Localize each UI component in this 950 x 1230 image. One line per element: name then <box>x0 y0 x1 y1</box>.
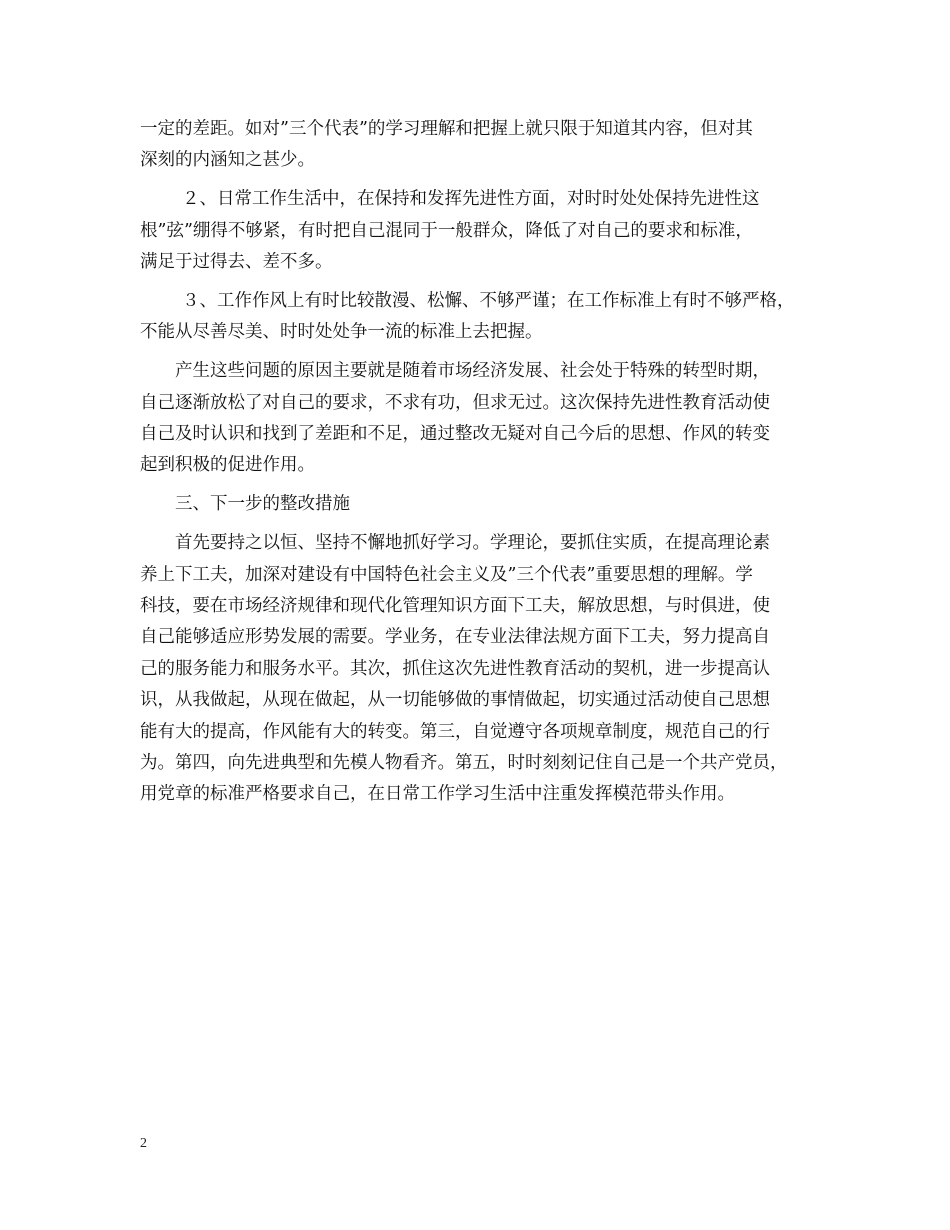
text-line: 产生这些问题的原因主要就是随着市场经济发展、社会处于特殊的转型时期， <box>175 361 770 382</box>
heading-line: 三、下一步的整改措施 <box>175 494 350 515</box>
paragraph-measures <box>140 528 812 811</box>
page-number: 2 <box>140 1136 147 1151</box>
paragraph-item-3 <box>140 286 812 349</box>
text-line: ２、日常工作生活中，在保持和发挥先进性方面，对时时处处保持先进性这 <box>182 189 760 210</box>
paragraph-item-2 <box>140 184 812 278</box>
text-line: 己的服务能力和服务水平。其次，抓住这次先进性教育活动的契机，进一步提高认 <box>140 658 770 679</box>
text-line: 满足于过得去、差不多。 <box>140 252 333 273</box>
text-line: ３、工作作风上有时比较散漫、松懈、不够严谨；在工作标准上有时不够严格， <box>182 290 795 311</box>
text-line: 养上下工夫，加深对建设有中国特色社会主义及”三个代表”重要思想的理解。学 <box>140 564 753 585</box>
text-line: 自己及时认识和找到了差距和不足，通过整改无疑对自己今后的思想、作风的转变 <box>140 424 770 445</box>
text-line: 不能从尽善尽美、时时处处争一流的标准上去把握。 <box>140 322 543 343</box>
paragraph-causes <box>140 356 812 482</box>
text-line: 识，从我做起，从现在做起，从一切能够做的事情做起，切实通过活动使自己思想 <box>140 690 770 711</box>
text-line: 一定的差距。如对”三个代表”的学习理解和把握上就只限于知道其内容，但对其 <box>140 119 753 139</box>
text-line: 首先要持之以恒、坚持不懈地抓好学习。学理论，要抓住实质，在提高理论素 <box>175 533 770 554</box>
text-line: 根”弦”绷得不够紧，有时把自己混同于一般群众，降低了对自己的要求和标准， <box>140 220 753 241</box>
text-line: 科技，要在市场经济规律和现代化管理知识方面下工夫，解放思想，与时俱进，使 <box>140 595 770 616</box>
paragraph-continuation <box>140 114 812 177</box>
text-line: 自己能够适应形势发展的需要。学业务，在专业法律法规方面下工夫，努力提高自 <box>140 627 770 648</box>
text-line: 能有大的提高，作风能有大的转变。第三，自觉遵守各项规章制度，规范自己的行 <box>140 721 770 742</box>
body-text <box>140 114 812 811</box>
text-line: 深刻的内涵知之甚少。 <box>140 150 315 171</box>
text-line: 自己逐渐放松了对自己的要求，不求有功，但求无过。这次保持先进性教育活动使 <box>140 392 770 413</box>
section-heading <box>140 489 812 520</box>
text-line: 用党章的标准严格要求自己，在日常工作学习生活中注重发挥模范带头作用。 <box>140 784 735 805</box>
text-line: 起到积极的促进作用。 <box>140 455 315 476</box>
text-line: 为。第四，向先进典型和先模人物看齐。第五，时时刻刻记住自己是一个共产党员， <box>140 752 788 773</box>
